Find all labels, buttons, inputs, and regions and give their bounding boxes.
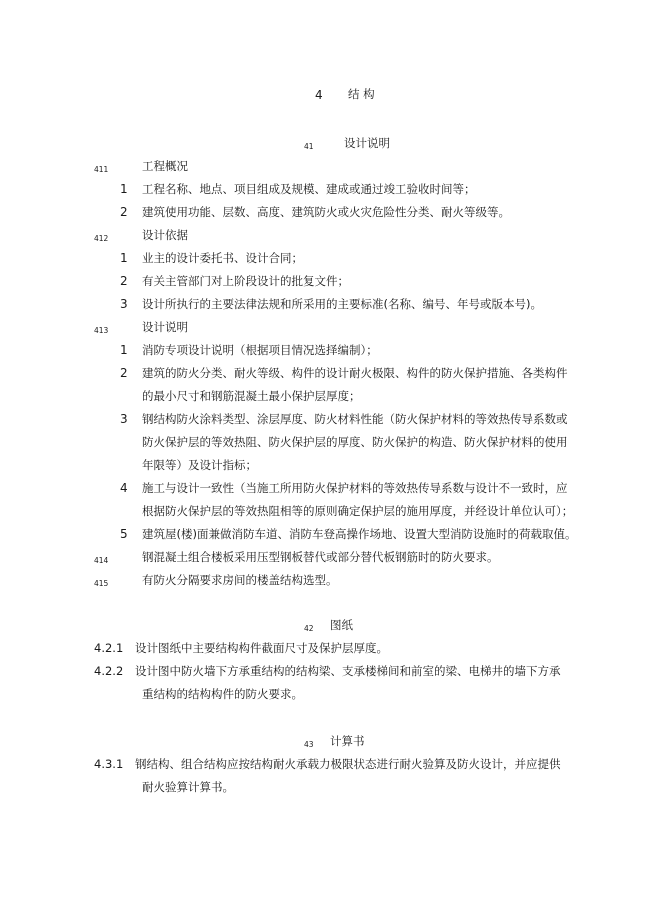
list-item-number: 3: [120, 297, 128, 311]
section-42-title: 图纸: [330, 618, 353, 632]
list-item-text: 消防专项设计说明（根据项目情况选择编制）；: [142, 343, 378, 357]
clause-415-number: 415: [94, 579, 109, 588]
list-item-text: 业主的设计委托书、设计合同；: [142, 251, 303, 265]
list-item-text: 防火保护层的等效热阻、防火保护层的厚度、防火保护的构造、防火保护材料的使用: [142, 435, 568, 449]
section-43-title: 计算书: [330, 734, 365, 748]
list-item-number: 2: [120, 366, 128, 380]
list-item-number: 1: [120, 251, 128, 265]
clause-431-text: 钢结构、组合结构应按结构耐火承载力极限状态进行耐火验算及防火设计，并应提供: [135, 757, 561, 771]
clause-412-title: 设计依据: [142, 228, 188, 242]
section-41-number: 41: [304, 142, 314, 151]
list-item-text: 年限等）及设计指标；: [142, 458, 257, 472]
clause-414-number: 414: [94, 556, 109, 565]
list-item-number: 2: [120, 205, 128, 219]
clause-411-number: 411: [94, 165, 109, 174]
list-item-number: 3: [120, 412, 128, 426]
clause-413-title: 设计说明: [142, 320, 188, 334]
section-42-number: 42: [304, 624, 314, 633]
clause-422-number: 4.2.2: [94, 664, 124, 678]
list-item-text: 的最小尺寸和钢筋混凝土最小保护层厚度；: [142, 389, 361, 403]
chapter-number: 4: [315, 88, 323, 102]
clause-431-number: 4.3.1: [94, 757, 124, 771]
clause-431-text: 耐火验算计算书。: [142, 780, 234, 794]
list-item-text: 施工与设计一致性（当施工所用防火保护材料的等效热传导系数与设计不一致时，应: [142, 481, 568, 495]
list-item-number: 1: [120, 343, 128, 357]
list-item-text: 建筑屋(楼)面兼做消防车道、消防车登高操作场地、设置大型消防设施时的荷载取值。: [142, 527, 577, 541]
clause-415-text: 有防火分隔要求房间的楼盖结构选型。: [142, 573, 338, 587]
list-item-number: 4: [120, 481, 128, 495]
clause-421-number: 4.2.1: [94, 641, 124, 655]
section-43-number: 43: [304, 740, 314, 749]
list-item-text: 设计所执行的主要法律法规和所采用的主要标准(名称、编号、年号或版本号)。: [142, 297, 542, 311]
clause-422-text: 重结构的结构构件的防火要求。: [142, 687, 303, 701]
list-item-text: 建筑使用功能、层数、高度、建筑防火或火灾危险性分类、耐火等级等。: [142, 205, 510, 219]
clause-413-number: 413: [94, 326, 109, 335]
clause-422-text: 设计图中防火墙下方承重结构的结构梁、支承楼梯间和前室的梁、电梯井的墙下方承: [135, 664, 561, 678]
list-item-number: 2: [120, 274, 128, 288]
chapter-title: 结 构: [348, 87, 375, 101]
list-item-text: 建筑的防火分类、耐火等级、构件的设计耐火极限、构件的防火保护措施、各类构件: [142, 366, 568, 380]
list-item-text: 工程名称、地点、项目组成及规模、建成或通过竣工验收时间等；: [142, 182, 476, 196]
clause-412-number: 412: [94, 234, 109, 243]
clause-411-title: 工程概况: [142, 159, 188, 173]
list-item-number: 5: [120, 527, 128, 541]
list-item-text: 根据防火保护层的等效热阻相等的原则确定保护层的施用厚度，并经设计单位认可）；: [142, 504, 574, 518]
list-item-text: 有关主管部门对上阶段设计的批复文件；: [142, 274, 349, 288]
clause-421-text: 设计图纸中主要结构构件截面尺寸及保护层厚度。: [135, 641, 388, 655]
list-item-text: 钢结构防火涂料类型、涂层厚度、防火材料性能（防火保护材料的等效热传导系数或: [142, 412, 568, 426]
clause-414-text: 钢混凝土组合楼板采用压型钢板替代或部分替代板钢筋时的防火要求。: [142, 550, 499, 564]
section-41-title: 设计说明: [344, 136, 390, 150]
list-item-number: 1: [120, 182, 128, 196]
